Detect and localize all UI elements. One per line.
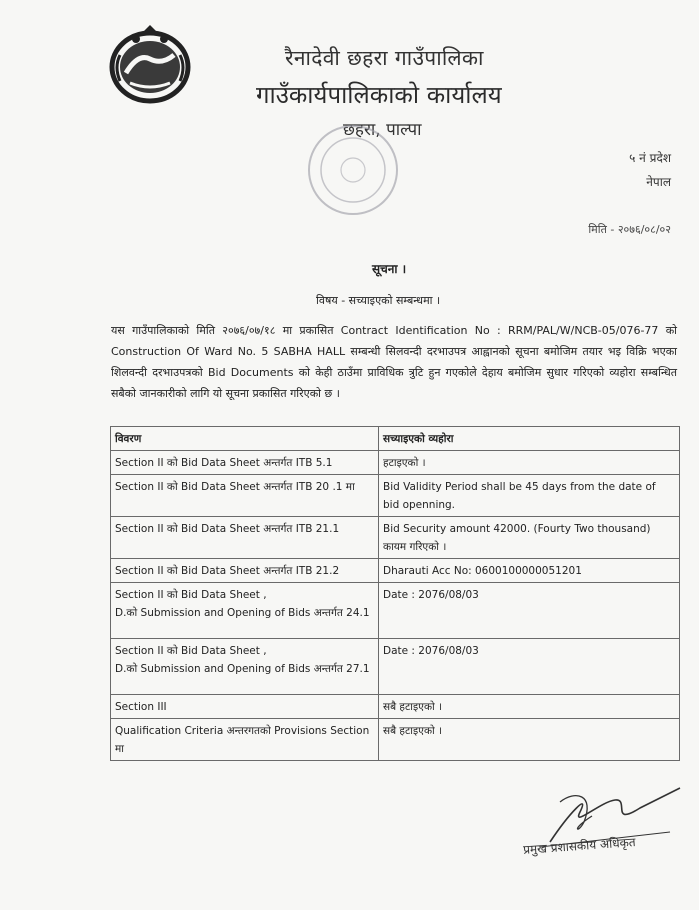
table-row xyxy=(111,559,680,583)
table-row xyxy=(111,583,680,639)
column-header-correction: सच्याइएको व्यहोरा xyxy=(379,427,680,451)
table-cell-item: Section II को Bid Data Sheet अन्तर्गत ITB 5.1 xyxy=(111,451,379,475)
table-cell-correction: सबै हटाइएको । xyxy=(379,695,680,719)
table-row xyxy=(111,451,680,475)
table-header-row xyxy=(111,427,680,451)
table-cell-item: Section II को Bid Data Sheet अन्तर्गत ITB 20 .1 मा xyxy=(111,475,379,517)
corrections-table xyxy=(110,426,680,761)
table-row xyxy=(111,719,680,761)
table-cell-correction: हटाइएको । xyxy=(379,451,680,475)
handwritten-signature-icon xyxy=(520,772,690,872)
table-cell-correction: Date : 2076/08/03 xyxy=(379,639,680,695)
office-location: छहरा, पाल्पा xyxy=(343,120,422,140)
table-cell-correction: Date : 2076/08/03 xyxy=(379,583,680,639)
office-name: गाउँकार्यपालिकाको कार्यालय xyxy=(256,81,502,109)
table-cell-item: Section II को Bid Data Sheet अन्तर्गत ITB 21.2 xyxy=(111,559,379,583)
nepal-emblem-icon xyxy=(108,25,192,105)
table-row xyxy=(111,517,680,559)
table-row xyxy=(111,639,680,695)
province-label: ५ नं प्रदेश xyxy=(629,151,671,165)
notice-date: मिति - २०७६/०८/०२ xyxy=(588,223,671,236)
office-stamp-icon xyxy=(298,118,408,218)
country-label: नेपाल xyxy=(646,175,671,189)
table-row xyxy=(111,475,680,517)
table-cell-correction: Dharauti Acc No: 0600100000051201 xyxy=(379,559,680,583)
municipality-name: रैनादेवी छहरा गाउँपालिका xyxy=(285,46,484,70)
table-cell-item: Qualification Criteria अन्तरगतको Provisions Section मा xyxy=(111,719,379,761)
table-row xyxy=(111,695,680,719)
table-cell-item: Section II को Bid Data Sheet अन्तर्गत ITB 21.1 xyxy=(111,517,379,559)
table-cell-item: Section III xyxy=(111,695,379,719)
notice-title: सूचना । xyxy=(372,262,407,276)
notice-subject: विषय - सच्याइएको सम्बन्धमा । xyxy=(316,294,441,307)
table-cell-correction: सबै हटाइएको । xyxy=(379,719,680,761)
column-header-description: विवरण xyxy=(111,427,379,451)
table-cell-item: Section II को Bid Data Sheet , D.को Submission and Opening of Bids अन्तर्गत 27.1 xyxy=(111,639,379,695)
table-cell-item: Section II को Bid Data Sheet , D.को Submission and Opening of Bids अन्तर्गत 24.1 xyxy=(111,583,379,639)
signatory-title: प्रमुख प्रशासकीय अधिकृत xyxy=(522,835,637,857)
table-cell-correction: Bid Validity Period shall be 45 days from the date of bid openning. xyxy=(379,475,680,517)
notice-body: यस गाउँपालिकाको मिति २०७६/०७/१८ मा प्रकासित Contract Identification No : RRM/PAL/W/NCB-05/076-77 को Construction Of Ward No. 5 SABHA HALL सम्बन्धी सिलवन्दी दरभाउपत्र आह्वानको सूचना बमोजिम तयार भइ विक्रि भएका शिलवन्दी दरभाउपत्रको Bid Documents को केही ठाउँमा प्राविधिक त्रुटि हुन गएकोले देहाय बमोजिम सुधार गरिएको व्यहोरा सम्बन्धित सबैको जानकारीको लागि यो सूचना प्रकासित गरिएको छ । xyxy=(111,324,677,400)
table-cell-correction: Bid Security amount 42000. (Fourty Two thousand) कायम गरिएको । xyxy=(379,517,680,559)
